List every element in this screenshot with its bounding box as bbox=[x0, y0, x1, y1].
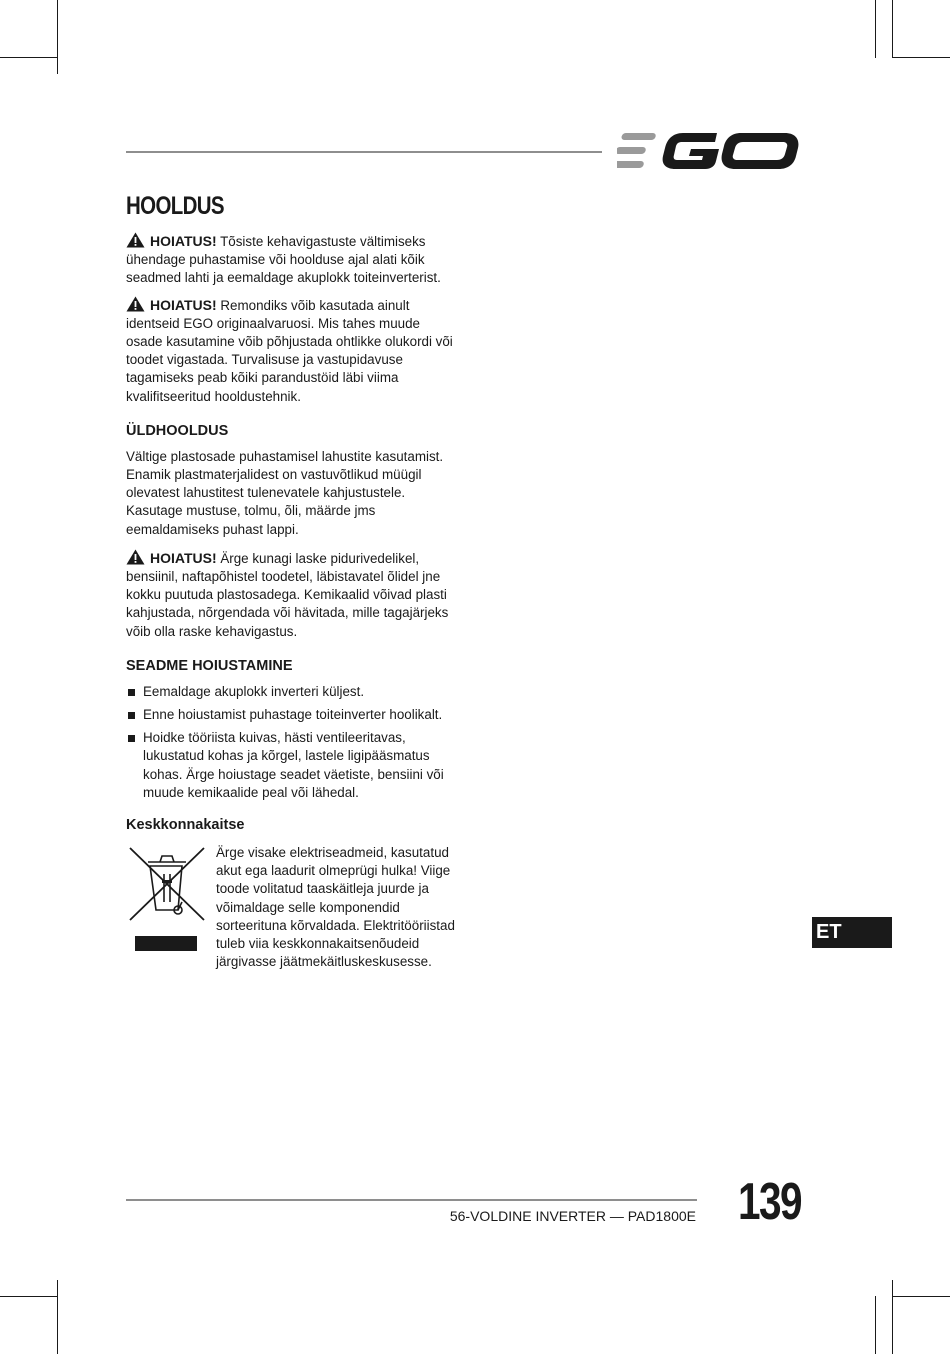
warning-triangle-icon bbox=[126, 232, 145, 248]
environment-text: Ärge visake elektriseadmeid, kasutatud akut ega laadurit olmeprügi hulka! Viige toode volitatud taaskäitleja juurde ja võimaldage selle komponendid sorteerituna kõrvaldada. Elektritööriistad tuleb viia keskkonnakaitsenõudeid järgivasse jäätmekäitluskeskusesse. bbox=[216, 845, 455, 970]
list-item: Eemaldage akuplokk inverteri küljest. bbox=[126, 683, 456, 701]
warning-paragraph-disconnect bbox=[126, 232, 456, 288]
header-rule bbox=[126, 151, 602, 153]
ego-logo bbox=[617, 130, 800, 172]
storage-list bbox=[126, 683, 456, 802]
crossed-out-wheelie-bin-icon bbox=[126, 844, 208, 956]
footer-product-name: 56-VOLDINE INVERTER — PAD1800E bbox=[449, 1208, 696, 1224]
warning-text: Tõsiste kehavigastuste vältimiseks ühendage puhastamise või hoolduse ajal alati kõik seadmed lahti ja eemaldage akuplokk toiteinverterist. bbox=[126, 234, 441, 286]
general-maintenance-heading: ÜLDHOOLDUS bbox=[126, 422, 229, 439]
page-number: 139 bbox=[738, 1173, 801, 1231]
warning-text: Ärge kunagi laske pidurivedelikel, bensiinil, naftapõhistel toodetel, läbistavatel õlidel jne kokku puutuda plastosadega. Kemikaalid võivad plasti kahjustada, nõrgendada või hävitada, mille tagajärjeks võib olla raske kehavigastus. bbox=[126, 550, 449, 639]
warning-paragraph-chemicals bbox=[126, 549, 456, 641]
warning-label: HOIATUS! bbox=[150, 296, 217, 313]
list-item: Hoidke tööriista kuivas, hästi ventileeritavas, lukustatud kohas ja kõrgel, lastele ligipääsmatus kohas. Ärge hoiustage seadet väetiste, bensiini või muude kemikaalide peal või lähedal. bbox=[126, 729, 456, 802]
footer-rule bbox=[126, 1199, 697, 1201]
section-title: HOOLDUS bbox=[126, 192, 224, 220]
warning-paragraph-parts bbox=[126, 296, 456, 406]
warning-label: HOIATUS! bbox=[150, 233, 217, 249]
environment-heading: Keskkonnakaitse bbox=[126, 817, 245, 834]
warning-triangle-icon bbox=[126, 549, 145, 565]
storage-heading: SEADME HOIUSTAMINE bbox=[126, 657, 293, 674]
general-maintenance-text: Vältige plastosade puhastamisel lahustite kasutamist. Enamik plastmaterjalidest on vastuvõtlikud müügil olevatest lahustitest tulenevatele kahjustustele. Kasutage mustuse, tolmu, õli, määrde jms eemaldamiseks puhast lappi. bbox=[126, 448, 444, 537]
warning-label: HOIATUS! bbox=[150, 549, 217, 566]
language-tab: ET bbox=[812, 917, 892, 948]
environment-row bbox=[126, 844, 456, 971]
maintenance-column bbox=[126, 192, 456, 972]
list-item: Enne hoiustamist puhastage toiteinverter hoolikalt. bbox=[126, 706, 456, 724]
warning-triangle-icon bbox=[126, 296, 145, 312]
warning-text: Remondiks võib kasutada ainult identseid EGO originaalvaruosi. Mis tahes muude osade kasutamine võib põhjustada ohtlikke olukordi või toodet vigastada. Turvalisuse ja vastupidavuse tagamiseks peab kõiki parandustöid läbi viima kvalifitseeritud hooldustehnik. bbox=[126, 297, 453, 404]
